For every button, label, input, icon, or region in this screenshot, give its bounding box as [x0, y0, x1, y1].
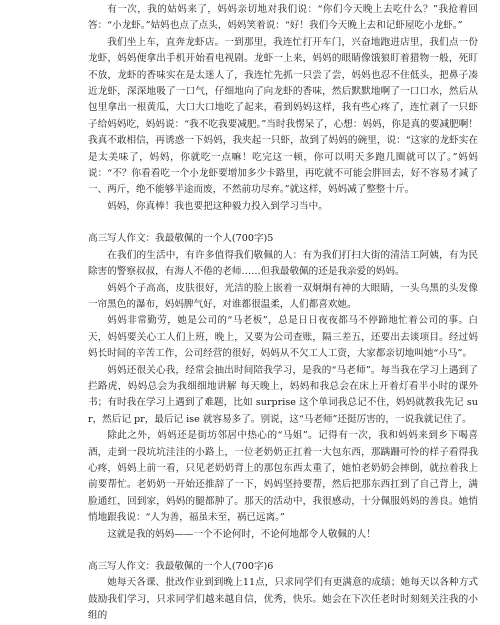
paragraph: 妈妈，你真棒！我也要把这种毅力投入到学习当中。 [107, 200, 328, 212]
paragraph: 在我们的生活中，有许多值得我们敬佩的人：有为我们打扫大街的清洁工阿姨，有为民除害的警察叔叔，有海人不倦的老师……但我最敬佩的还是我亲爱的妈妈。 [88, 249, 478, 278]
paragraph: 她每天各课、批改作业到到晚上11点，只求同学们有更满意的成绩；她每天以各种方式鼓励我们学习，只求同学们越来越自信，优秀，快乐。她会在下次任老时时刻刻关注我的小组的 [88, 577, 478, 622]
paragraph: 除此之外，妈妈还是街坊邻居中热心的“马姐”。记得有一次，我和妈妈来到乡下喝喜酒，走到一段坑坑洼洼的小路上，一位老奶奶正扛着一大包东西，那蹒跚可怜的样子看得我心疼，妈妈上前一看，只见老奶奶背上的那包东西太重了，她怕老奶奶会摔倒，就拉着我上前要帮忙。老奶奶一开始还推辞了一下，妈妈坚持要帮，然后把那东西扛到了自己背上，满脸通红，回到家，妈妈的腿都肿了。那天的活动中，我很感动，十分佩服妈妈的善良。她悄悄地跟我说：“人为善，福虽未至，祸已远离。” [88, 430, 478, 524]
paragraph: 这就是我的妈妈——一个不论何时，不论何地都令人敬佩的人！ [107, 528, 376, 540]
paragraph: 妈妈个子高高，皮肤很好，光洁的脸上嵌着一双炯炯有神的大眼睛，一头乌黑的头发像一帘黑色的瀑布，妈妈脾气好，对谁都很温柔，人们都喜欢她。 [88, 282, 478, 310]
paragraph: 我们坐上车，直奔龙虾店。一到那里，我连忙打开车门，兴奋地跑进店里，我们点一份龙虾，妈妈便拿出手机开始看电视剧。龙虾一上来，妈妈的眼睛像饿狼盯着猎物一般，死盯不放，龙虾的香味实在是太迷人了，我连忙先抓一只尝了尝，妈妈也忍不住低头，把鼻子凑近龙虾，深深地吸了一口气，仔细地向了向龙虾的香味，然后默默地啊了一口口水，然后从包里拿出一根黄瓜，大口大口地吃了起来，看到妈妈这样，我有些心疼了，连忙剥了一只虾子给妈妈吃，妈妈说：“我不吃我要减肥。”当时我愣呆了，心想：妈妈，你是真的要减肥啊！我真不敢相信，再诱惑一下妈妈，我夹起一只虾，故到了妈妈的碗里，说：“这家的龙虾实在是太美味了，妈妈，你就吃一点嘛！吃完这一顿，你可以明天多跑几圈就可以了。”妈妈说：“不？你看看吃一个小龙虾要增加多少卡路里，再吃就不可能会胖回去，好不容易才减了一、两斤，绝不能够半途而废，不然前功尽弃。”就这样，妈妈减了整整十斤。 [88, 36, 478, 196]
section-1 [88, 2, 478, 215]
section-2 [88, 231, 478, 543]
paragraph: 妈妈还很关心我，经常会抽出时间陪我学习，是我的“马老师”。每当我在学习上遇到了拦路虎，妈妈总会为我细细地讲解 每天晚上，妈妈和我总会在床上开着灯看半小时的课外书；有时我在学习上遇到了难题，比如 surprise 这个单词我总记不住，妈妈就教我先记 sur，然后记 pr，最后记 ise 就容易多了。别说，这“马老师”还挺厉害的，一说我就记住了。 [88, 364, 478, 425]
paragraph: 有一次，我的姑妈来了，妈妈亲切地对我们说：“你们今天晚上去吃什么？”我抢着回答：“小龙虾。”姑妈也点了点头，妈妈笑着说：“好！我们今天晚上去和记虾屋吃小龙虾。” [88, 4, 478, 32]
section-heading: 高三写人作文：我最敬佩的一个人(700字)5 [88, 233, 274, 245]
paragraph: 妈妈非常勤劳，她是公司的“马老板”，总是日日夜夜都马不停蹄地忙着公司的事。白天，妈妈要关心工人们上班，晚上，又要为公司查账，隔三差五，还要出去谈项目。经过妈妈长时间的辛苦工作，公司经营的很好，妈妈从不欠工人工资，大家都亲切地叫她“小马”。 [88, 315, 478, 360]
section-heading: 高三写人作文：我最敬佩的一个人(700字)6 [88, 561, 274, 572]
section-3 [88, 559, 478, 625]
